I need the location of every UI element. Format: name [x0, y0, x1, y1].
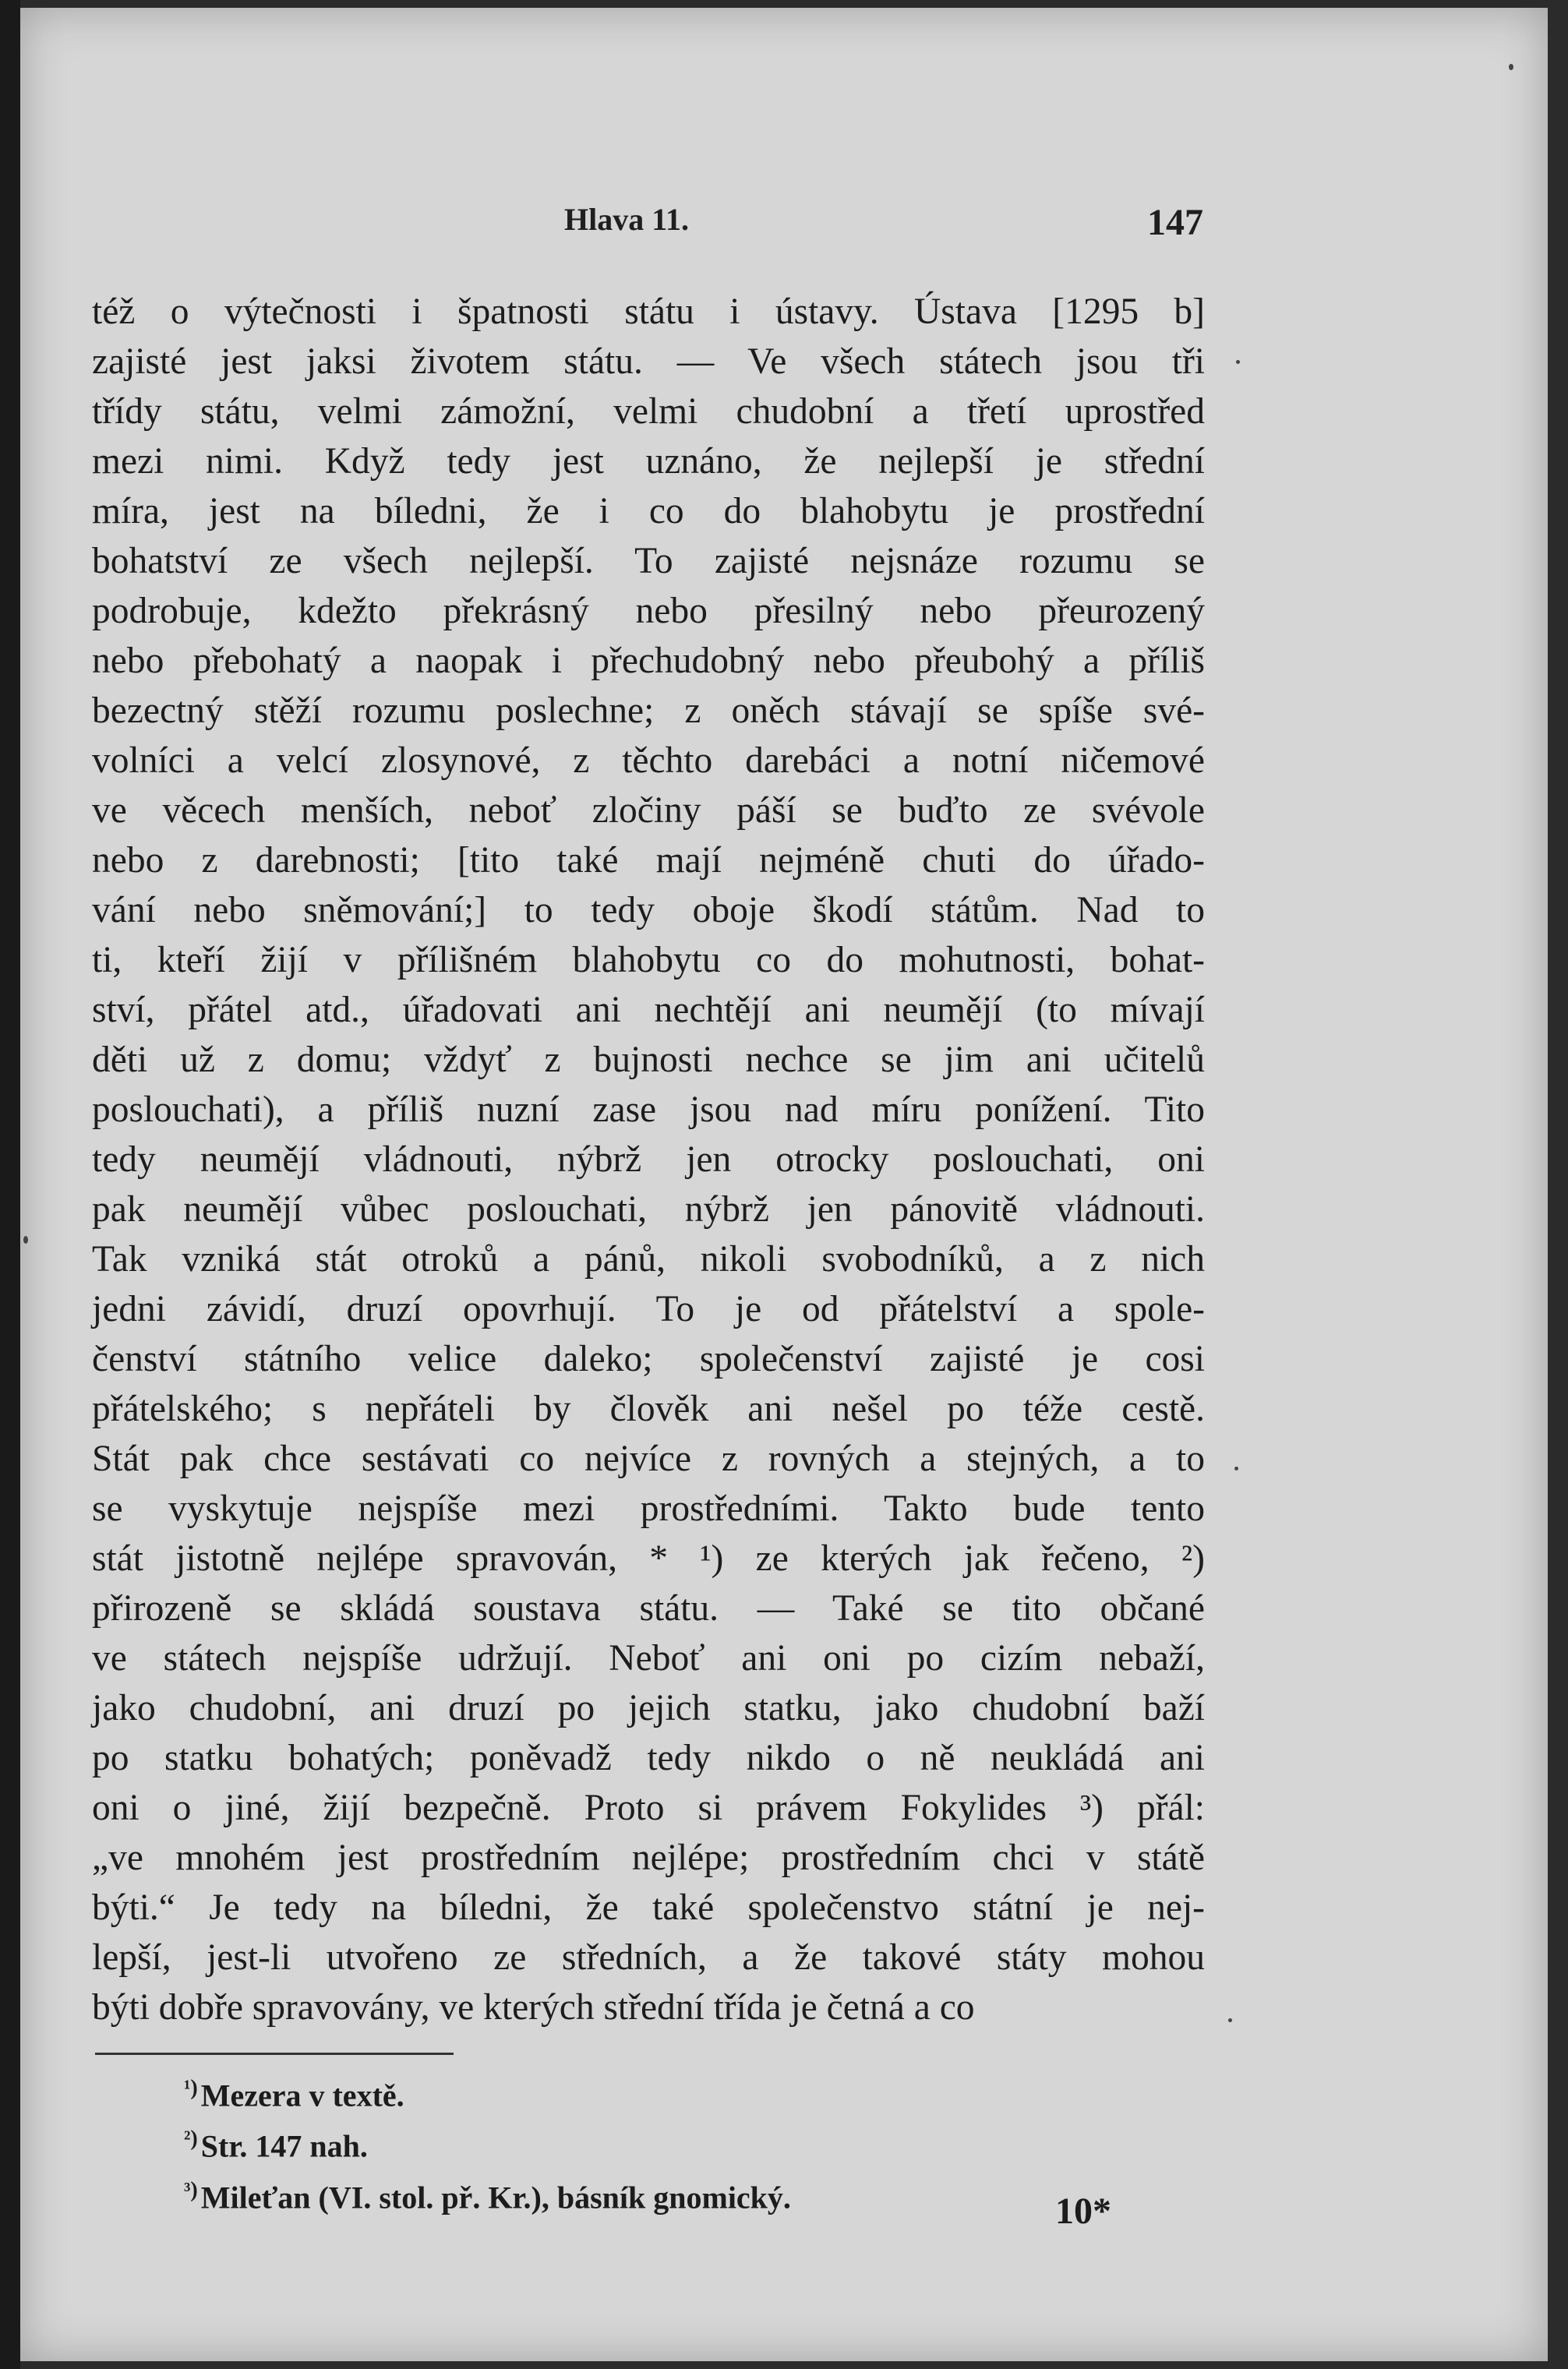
text-line: ve věcech menších, neboť zločiny páší se buďto ze svévole [92, 790, 1205, 831]
text-line: oni o jiné, žijí bezpečně. Proto si právem Fokylides ³) přál: [92, 1788, 1205, 1828]
text-line: mezi nimi. Když tedy jest uznáno, že nejlepší je střední [92, 441, 1205, 482]
text-line: podrobuje, kdežto překrásný nebo přesilný nebo přeurozený [92, 591, 1205, 631]
text-line: jako chudobní, ani druzí po jejich statku, jako chudobní baží [92, 1688, 1205, 1728]
text-line: nebo přebohatý a naopak i přechudobný nebo přeubohý a příliš [92, 641, 1205, 681]
text-line: po statku bohatých; poněvadž tedy nikdo o ně neukládá ani [92, 1738, 1205, 1778]
chapter-title: Hlava 11. [564, 202, 690, 237]
text-line: stát jistotně nejlépe spravován, * ¹) ze kterých jak řečeno, ²) [92, 1538, 1205, 1579]
text-line: ství, přátel atd., úřadovati ani nechtějí ani neumějí (to mívají [92, 990, 1205, 1030]
text-line: nebo z darebnosti; [tito také mají nejméně chuti do úřado- [92, 840, 1205, 881]
print-speck [23, 1236, 28, 1244]
text-line: se vyskytuje nejspíše mezi prostředními. Takto bude tento [92, 1488, 1205, 1529]
footnote-mark: ²) [184, 2127, 198, 2152]
text-line: jedni závidí, druzí opovrhují. To je od přátelství a spole- [92, 1289, 1205, 1329]
text-line: poslouchati), a příliš nuzní zase jsou nad míru ponížení. Tito [92, 1089, 1205, 1130]
text-line: čenství státního velice daleko; společenství zajisté je cosi [92, 1339, 1205, 1379]
body-text [92, 287, 1205, 2032]
text-line: „ve mnohém jest prostředním nejlépe; prostředním chci v státě [92, 1838, 1205, 1878]
footnote-text: Mezera v textě. [200, 2078, 404, 2113]
footnote-rule [95, 2053, 454, 2055]
text-line: přirozeně se skládá soustava státu. — Také se tito občané [92, 1588, 1205, 1629]
text-line: býti dobře spravovány, ve kterých střední třída je četná a co [92, 1987, 975, 2028]
text-line: třídy státu, velmi zámožní, velmi chudobní a třetí uprostřed [92, 391, 1205, 432]
running-header [564, 201, 1203, 248]
footnote-mark: ¹) [184, 2076, 198, 2100]
page-number: 147 [1147, 202, 1203, 243]
text-line: bezectný stěží rozumu poslechne; z oněch stávají se spíše své- [92, 690, 1205, 731]
text-line: děti už z domu; vždyť z bujnosti nechce se jim ani učitelů [92, 1040, 1205, 1080]
text-line: Tak vzniká stát otroků a pánů, nikoli svobodníků, a z nich [92, 1239, 1205, 1280]
text-line: vání nebo sněmování;] to tedy oboje škodí státům. Nad to [92, 890, 1205, 930]
text-line: zajisté jest jaksi životem státu. — Ve všech státech jsou tři [92, 341, 1205, 382]
footnote-mark: ³) [184, 2177, 198, 2202]
text-line: bohatství ze všech nejlepší. To zajisté nejsnáze rozumu se [92, 541, 1205, 581]
text-line: míra, jest na bíledni, že i co do blahobytu je prostřední [92, 491, 1205, 531]
text-line: ve státech nejspíše udržují. Neboť ani oni po cizím nebaží, [92, 1638, 1205, 1679]
print-speck [1228, 2018, 1232, 2022]
text-line: ti, kteří žijí v přílišném blahobytu co do mohutnosti, bohat- [92, 940, 1205, 980]
print-speck [1236, 360, 1240, 364]
text-line: volníci a velcí zlosynové, z těchto darebáci a notní ničemové [92, 740, 1205, 781]
text-line: též o výtečnosti i špatnosti státu i ústavy. Ústava [1295 b] [92, 291, 1205, 332]
text-line: přátelského; s nepřáteli by člověk ani nešel po téže cestě. [92, 1389, 1205, 1429]
text-line: tedy neumějí vládnouti, nýbrž jen otrocky poslouchati, oni [92, 1139, 1205, 1180]
text-line: lepší, jest-li utvořeno ze středních, a že takové státy mohou [92, 1937, 1205, 1978]
footnote-text: Mileťan (VI. stol. př. Kr.), básník gnomický. [200, 2179, 791, 2215]
text-line: Stát pak chce sestávati co nejvíce z rovných a stejných, a to [92, 1439, 1205, 1479]
text-line: býti.“ Je tedy na bíledni, že také společenstvo státní je nej- [92, 1887, 1205, 1928]
signature-mark: 10* [1055, 2191, 1111, 2232]
text-line: pak neumějí vůbec poslouchati, nýbrž jen pánovitě vládnouti. [92, 1189, 1205, 1230]
print-speck [1234, 1467, 1238, 1470]
footnote-text: Str. 147 nah. [200, 2128, 368, 2164]
footnote [184, 2117, 1041, 2168]
page-gutter-shadow [0, 0, 20, 2369]
footnote [184, 2169, 1041, 2219]
footnotes [184, 2067, 1041, 2219]
print-speck [1509, 64, 1513, 70]
footnote [184, 2067, 1041, 2117]
